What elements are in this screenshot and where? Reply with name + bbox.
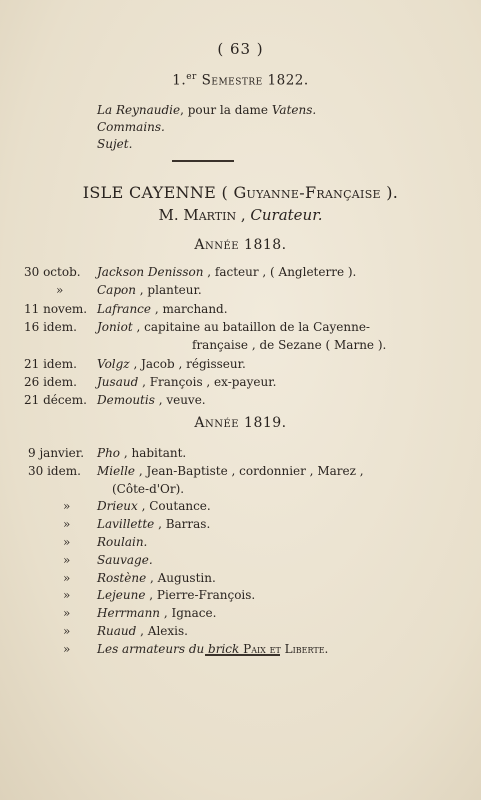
section-title-end: ). [380, 183, 399, 202]
entry-name: Ruaud [97, 624, 137, 638]
year-heading-1818: Année 1818. [194, 237, 287, 253]
entry-name: Herrmann [97, 606, 161, 621]
section-subtitle: Guyanne-Française [233, 183, 381, 202]
section-title-main: ISLE CAYENNE ( [82, 183, 234, 202]
entry-desc: , Pierre-François. [145, 588, 256, 603]
list-item [0, 624, 481, 642]
entry-desc: , François , ex-payeur. [138, 374, 277, 389]
entry-name: Jusaud [97, 374, 139, 389]
entry-date: 21 idem. [24, 356, 77, 371]
list-item [0, 302, 481, 320]
curator-role: Curateur. [250, 206, 323, 224]
entry-name: Pho [97, 446, 121, 460]
entry-name: Rostène [97, 570, 147, 585]
entry-date: 16 idem. [24, 319, 77, 334]
entry-date: » [63, 517, 71, 532]
entry-continuation: (Côte-d'Or). [112, 481, 185, 496]
list-item [0, 283, 481, 301]
curator-name: M. Martin [158, 206, 237, 224]
entry-date: » [63, 624, 71, 638]
list-item [0, 571, 481, 589]
semester-heading [0, 72, 481, 89]
entry-name: Lejeune [97, 588, 146, 603]
entry-name: Commains. [97, 120, 165, 134]
entry-date: » [63, 606, 71, 621]
entry-continuation: française , de Sezane ( Marne ). [192, 338, 387, 353]
entry-desc: , veuve. [154, 393, 206, 408]
entry-name: Sujet. [97, 137, 133, 151]
end-divider [205, 654, 280, 656]
list-item [0, 320, 481, 338]
list-item [0, 499, 481, 517]
entry-name: Demoutis [97, 393, 155, 408]
list-item [0, 464, 481, 482]
entry-name: Volgz [97, 356, 130, 371]
semester-entry [97, 137, 132, 151]
entry-name: Mielle [97, 463, 136, 478]
section-divider [172, 160, 234, 162]
entry-date: 26 idem. [24, 374, 77, 389]
entry-date: 11 novem. [24, 301, 88, 316]
semester-label: Semestre 1822. [201, 72, 309, 89]
year-heading-1819: Année 1819. [194, 415, 287, 431]
entry-name: La Reynaudie [97, 103, 181, 117]
entry-desc: , pour la dame [180, 103, 272, 117]
curator-line [0, 206, 481, 224]
entry-date: 9 janvier. [28, 446, 85, 460]
entry-desc: , Coutance. [137, 499, 211, 514]
entry-name: Sauvage. [97, 552, 153, 567]
list-item [0, 393, 481, 411]
list-item [0, 588, 481, 606]
list-item [0, 446, 481, 464]
curator-separator: , [236, 206, 251, 224]
entry-desc: Paix et Liberte. [239, 641, 329, 656]
list-item-continuation [0, 338, 481, 356]
entry-date: » [63, 570, 71, 585]
entry-date: » [63, 641, 71, 656]
list-item-continuation [0, 482, 481, 500]
list-item [0, 553, 481, 571]
entry-desc: , Ignace. [160, 606, 217, 621]
entry-date: » [63, 588, 71, 603]
entry-name-2: Vatens. [271, 103, 317, 117]
entry-date: 30 octob. [24, 265, 81, 279]
entry-desc: , marchand. [151, 301, 228, 316]
semester-ordinal-suffix: er [186, 72, 197, 82]
entry-desc: , Jean-Baptiste , cordonnier , Marez , [135, 463, 364, 478]
entry-desc: , planteur. [135, 283, 202, 298]
semester-entry [97, 103, 316, 117]
page-number: ( 63 ) [217, 40, 264, 58]
entry-desc: , capitaine au bataillon de la Cayenne- [132, 319, 370, 334]
entry-name: Capon [97, 283, 136, 298]
entry-desc: , Jacob , régisseur. [129, 356, 246, 371]
entry-name: Joniot [97, 319, 133, 334]
list-item [0, 265, 481, 283]
entry-desc: , facteur , ( Angleterre ). [203, 265, 357, 279]
entry-name: Lafrance [97, 301, 152, 316]
entry-date: 30 idem. [28, 463, 81, 478]
entry-name: Lavillette [97, 517, 155, 532]
section-title [0, 183, 481, 202]
entry-date: » [56, 283, 64, 298]
list-item [0, 535, 481, 553]
entry-name: Drieux [97, 499, 138, 514]
list-item [0, 375, 481, 393]
entry-name: Les armateurs du brick [97, 641, 240, 656]
entry-desc: , Augustin. [146, 570, 216, 585]
entry-date: 21 décem. [24, 393, 87, 408]
list-item [0, 606, 481, 624]
entry-desc: , habitant. [120, 446, 187, 460]
list-item [0, 357, 481, 375]
entry-desc: , Alexis. [136, 624, 188, 638]
entry-date: » [63, 499, 71, 514]
list-item [0, 642, 481, 660]
list-item [0, 517, 481, 535]
entry-date: » [63, 535, 71, 549]
entry-name: Jackson Denisson [97, 265, 204, 279]
entry-date: » [63, 552, 71, 567]
entry-desc: , Barras. [154, 517, 211, 532]
semester-entry [97, 120, 165, 134]
semester-ordinal: 1. [172, 72, 187, 89]
entry-name: Roulain. [97, 535, 148, 549]
